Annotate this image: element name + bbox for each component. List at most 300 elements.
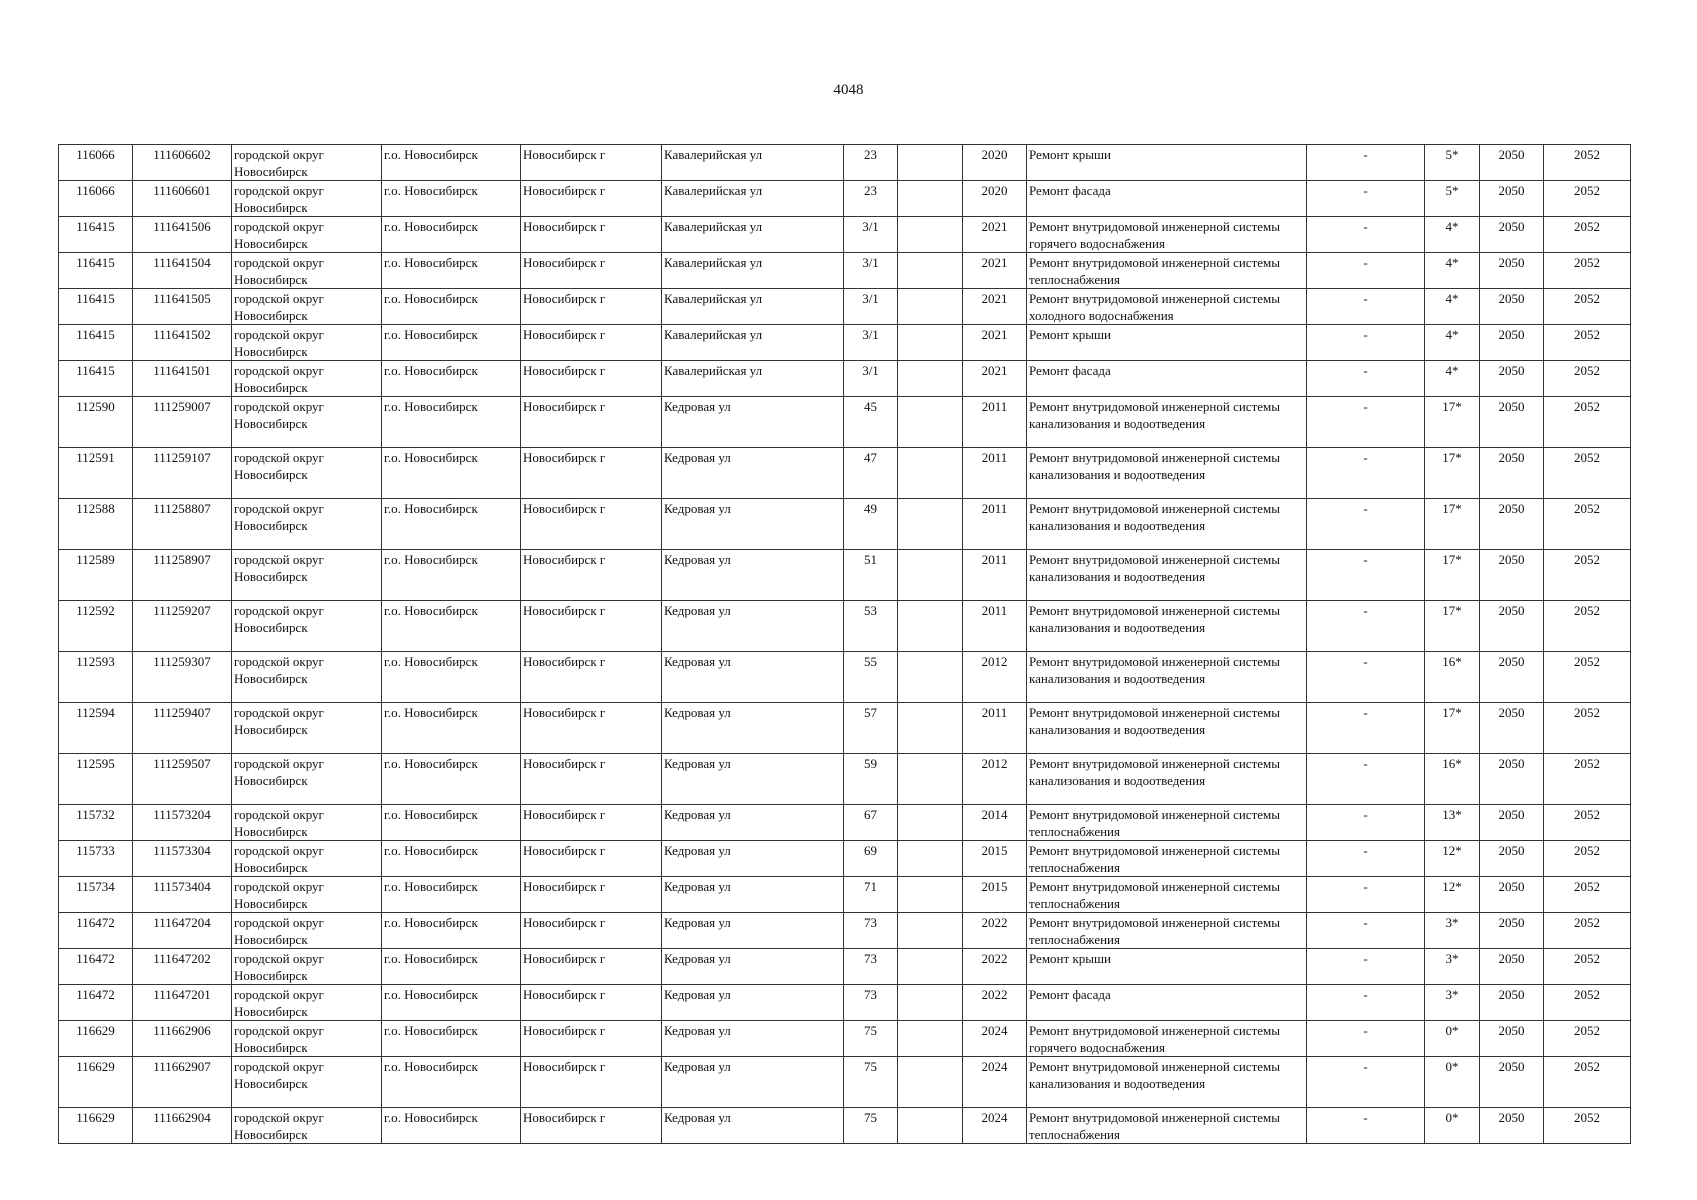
cell-building	[898, 448, 963, 499]
cell-street: Кавалерийская ул	[662, 181, 844, 217]
cell-settlement: Новосибирск г	[521, 145, 662, 181]
cell-municipality: городской округ Новосибирск	[232, 913, 382, 949]
cell-house-number: 67	[844, 805, 898, 841]
cell-start-year: 2050	[1480, 913, 1544, 949]
cell-dash: -	[1307, 805, 1425, 841]
cell-start-year: 2050	[1480, 754, 1544, 805]
cell-house-number: 59	[844, 754, 898, 805]
cell-street: Кедровая ул	[662, 1108, 844, 1144]
cell-work-code: 111647204	[133, 913, 232, 949]
cell-house-number: 3/1	[844, 325, 898, 361]
cell-settlement: Новосибирск г	[521, 181, 662, 217]
cell-house-id: 116415	[59, 253, 133, 289]
cell-settlement: Новосибирск г	[521, 805, 662, 841]
page-number: 4048	[833, 82, 864, 98]
cell-district: г.о. Новосибирск	[382, 985, 521, 1021]
cell-municipality: городской округ Новосибирск	[232, 1021, 382, 1057]
table-row	[59, 877, 1631, 913]
cell-building	[898, 1021, 963, 1057]
cell-work-code: 111258907	[133, 550, 232, 601]
cell-settlement: Новосибирск г	[521, 841, 662, 877]
cell-dash: -	[1307, 181, 1425, 217]
cell-house-number: 73	[844, 949, 898, 985]
cell-work-code: 111647202	[133, 949, 232, 985]
cell-building	[898, 361, 963, 397]
cell-year: 2020	[963, 181, 1027, 217]
cell-municipality: городской округ Новосибирск	[232, 841, 382, 877]
cell-house-id: 115733	[59, 841, 133, 877]
table-row	[59, 805, 1631, 841]
cell-settlement: Новосибирск г	[521, 754, 662, 805]
cell-dash: -	[1307, 1108, 1425, 1144]
cell-district: г.о. Новосибирск	[382, 448, 521, 499]
cell-municipality: городской округ Новосибирск	[232, 1057, 382, 1108]
cell-work-type: Ремонт крыши	[1027, 325, 1307, 361]
cell-years: 17*	[1425, 499, 1480, 550]
cell-years: 13*	[1425, 805, 1480, 841]
cell-work-type: Ремонт внутридомовой инженерной системы холодного водоснабжения	[1027, 289, 1307, 325]
cell-work-type: Ремонт внутридомовой инженерной системы теплоснабжения	[1027, 877, 1307, 913]
cell-house-id: 112588	[59, 499, 133, 550]
table-row	[59, 949, 1631, 985]
cell-years: 17*	[1425, 397, 1480, 448]
cell-house-number: 23	[844, 145, 898, 181]
cell-end-year: 2052	[1544, 754, 1631, 805]
cell-house-number: 69	[844, 841, 898, 877]
cell-years: 3*	[1425, 949, 1480, 985]
cell-settlement: Новосибирск г	[521, 325, 662, 361]
cell-municipality: городской округ Новосибирск	[232, 877, 382, 913]
cell-year: 2022	[963, 913, 1027, 949]
cell-end-year: 2052	[1544, 1021, 1631, 1057]
cell-work-code: 111641505	[133, 289, 232, 325]
cell-district: г.о. Новосибирск	[382, 397, 521, 448]
cell-house-number: 53	[844, 601, 898, 652]
cell-municipality: городской округ Новосибирск	[232, 1108, 382, 1144]
cell-district: г.о. Новосибирск	[382, 253, 521, 289]
cell-start-year: 2050	[1480, 253, 1544, 289]
cell-house-number: 45	[844, 397, 898, 448]
cell-building	[898, 145, 963, 181]
cell-years: 4*	[1425, 253, 1480, 289]
cell-dash: -	[1307, 754, 1425, 805]
cell-start-year: 2050	[1480, 877, 1544, 913]
cell-street: Кедровая ул	[662, 550, 844, 601]
cell-district: г.о. Новосибирск	[382, 877, 521, 913]
cell-municipality: городской округ Новосибирск	[232, 325, 382, 361]
cell-work-type: Ремонт внутридомовой инженерной системы канализования и водоотведения	[1027, 1057, 1307, 1108]
cell-building	[898, 985, 963, 1021]
cell-year: 2024	[963, 1108, 1027, 1144]
table-row	[59, 325, 1631, 361]
cell-end-year: 2052	[1544, 499, 1631, 550]
cell-district: г.о. Новосибирск	[382, 1021, 521, 1057]
cell-year: 2011	[963, 448, 1027, 499]
cell-year: 2021	[963, 253, 1027, 289]
cell-municipality: городской округ Новосибирск	[232, 985, 382, 1021]
cell-house-id: 116472	[59, 949, 133, 985]
cell-settlement: Новосибирск г	[521, 499, 662, 550]
cell-work-type: Ремонт крыши	[1027, 145, 1307, 181]
cell-work-code: 111259207	[133, 601, 232, 652]
cell-year: 2014	[963, 805, 1027, 841]
cell-municipality: городской округ Новосибирск	[232, 181, 382, 217]
cell-year: 2020	[963, 145, 1027, 181]
cell-settlement: Новосибирск г	[521, 601, 662, 652]
cell-dash: -	[1307, 217, 1425, 253]
cell-district: г.о. Новосибирск	[382, 913, 521, 949]
table-row	[59, 1021, 1631, 1057]
cell-years: 16*	[1425, 754, 1480, 805]
cell-street: Кавалерийская ул	[662, 289, 844, 325]
cell-building	[898, 754, 963, 805]
cell-work-code: 111662907	[133, 1057, 232, 1108]
cell-year: 2022	[963, 949, 1027, 985]
cell-work-code: 111573404	[133, 877, 232, 913]
cell-municipality: городской округ Новосибирск	[232, 703, 382, 754]
cell-years: 5*	[1425, 145, 1480, 181]
cell-years: 4*	[1425, 217, 1480, 253]
cell-settlement: Новосибирск г	[521, 448, 662, 499]
cell-house-id: 112595	[59, 754, 133, 805]
cell-street: Кедровая ул	[662, 913, 844, 949]
cell-building	[898, 949, 963, 985]
cell-house-id: 112590	[59, 397, 133, 448]
cell-house-id: 112592	[59, 601, 133, 652]
cell-house-id: 116472	[59, 985, 133, 1021]
cell-street: Кедровая ул	[662, 499, 844, 550]
cell-end-year: 2052	[1544, 985, 1631, 1021]
cell-municipality: городской округ Новосибирск	[232, 289, 382, 325]
cell-house-number: 3/1	[844, 217, 898, 253]
cell-end-year: 2052	[1544, 949, 1631, 985]
cell-street: Кедровая ул	[662, 841, 844, 877]
cell-house-id: 116415	[59, 325, 133, 361]
cell-year: 2024	[963, 1057, 1027, 1108]
cell-house-id: 115734	[59, 877, 133, 913]
cell-year: 2021	[963, 289, 1027, 325]
cell-district: г.о. Новосибирск	[382, 1108, 521, 1144]
table-row	[59, 448, 1631, 499]
cell-municipality: городской округ Новосибирск	[232, 361, 382, 397]
cell-end-year: 2052	[1544, 877, 1631, 913]
cell-municipality: городской округ Новосибирск	[232, 253, 382, 289]
cell-dash: -	[1307, 1021, 1425, 1057]
table-row	[59, 985, 1631, 1021]
cell-start-year: 2050	[1480, 499, 1544, 550]
cell-dash: -	[1307, 877, 1425, 913]
cell-dash: -	[1307, 253, 1425, 289]
cell-work-code: 111258807	[133, 499, 232, 550]
cell-settlement: Новосибирск г	[521, 1108, 662, 1144]
cell-dash: -	[1307, 499, 1425, 550]
table-row	[59, 841, 1631, 877]
cell-building	[898, 253, 963, 289]
cell-work-type: Ремонт внутридомовой инженерной системы канализования и водоотведения	[1027, 550, 1307, 601]
cell-house-id: 112591	[59, 448, 133, 499]
cell-end-year: 2052	[1544, 913, 1631, 949]
cell-work-code: 111641504	[133, 253, 232, 289]
cell-house-number: 3/1	[844, 289, 898, 325]
table-row	[59, 499, 1631, 550]
cell-work-type: Ремонт фасада	[1027, 181, 1307, 217]
cell-work-type: Ремонт внутридомовой инженерной системы канализования и водоотведения	[1027, 397, 1307, 448]
cell-district: г.о. Новосибирск	[382, 181, 521, 217]
cell-street: Кедровая ул	[662, 1057, 844, 1108]
cell-building	[898, 877, 963, 913]
table-row	[59, 754, 1631, 805]
cell-house-number: 75	[844, 1057, 898, 1108]
cell-house-id: 116415	[59, 361, 133, 397]
cell-work-code: 111259407	[133, 703, 232, 754]
cell-dash: -	[1307, 703, 1425, 754]
cell-year: 2015	[963, 877, 1027, 913]
cell-street: Кедровая ул	[662, 397, 844, 448]
cell-house-id: 116629	[59, 1057, 133, 1108]
cell-end-year: 2052	[1544, 145, 1631, 181]
cell-municipality: городской округ Новосибирск	[232, 652, 382, 703]
cell-house-number: 73	[844, 913, 898, 949]
table-row	[59, 1108, 1631, 1144]
cell-street: Кавалерийская ул	[662, 361, 844, 397]
cell-municipality: городской округ Новосибирск	[232, 754, 382, 805]
cell-settlement: Новосибирск г	[521, 361, 662, 397]
cell-work-type: Ремонт внутридомовой инженерной системы теплоснабжения	[1027, 841, 1307, 877]
cell-house-id: 116415	[59, 289, 133, 325]
cell-work-type: Ремонт внутридомовой инженерной системы теплоснабжения	[1027, 805, 1307, 841]
table-row	[59, 253, 1631, 289]
cell-end-year: 2052	[1544, 805, 1631, 841]
cell-street: Кавалерийская ул	[662, 325, 844, 361]
cell-house-id: 116415	[59, 217, 133, 253]
cell-year: 2011	[963, 499, 1027, 550]
cell-street: Кедровая ул	[662, 652, 844, 703]
cell-street: Кавалерийская ул	[662, 217, 844, 253]
cell-street: Кедровая ул	[662, 1021, 844, 1057]
cell-municipality: городской округ Новосибирск	[232, 601, 382, 652]
cell-start-year: 2050	[1480, 841, 1544, 877]
cell-years: 0*	[1425, 1108, 1480, 1144]
cell-house-number: 71	[844, 877, 898, 913]
cell-start-year: 2050	[1480, 397, 1544, 448]
cell-building	[898, 397, 963, 448]
table-row	[59, 361, 1631, 397]
cell-house-number: 55	[844, 652, 898, 703]
cell-street: Кедровая ул	[662, 949, 844, 985]
cell-work-code: 111641501	[133, 361, 232, 397]
cell-street: Кедровая ул	[662, 754, 844, 805]
cell-dash: -	[1307, 448, 1425, 499]
cell-municipality: городской округ Новосибирск	[232, 805, 382, 841]
cell-dash: -	[1307, 361, 1425, 397]
cell-work-type: Ремонт внутридомовой инженерной системы канализования и водоотведения	[1027, 448, 1307, 499]
cell-dash: -	[1307, 145, 1425, 181]
cell-year: 2024	[963, 1021, 1027, 1057]
cell-work-type: Ремонт внутридомовой инженерной системы теплоснабжения	[1027, 1108, 1307, 1144]
cell-year: 2015	[963, 841, 1027, 877]
cell-work-type: Ремонт крыши	[1027, 949, 1307, 985]
cell-years: 17*	[1425, 703, 1480, 754]
cell-start-year: 2050	[1480, 949, 1544, 985]
cell-district: г.о. Новосибирск	[382, 325, 521, 361]
cell-years: 12*	[1425, 877, 1480, 913]
cell-work-type: Ремонт внутридомовой инженерной системы канализования и водоотведения	[1027, 499, 1307, 550]
cell-district: г.о. Новосибирск	[382, 805, 521, 841]
cell-start-year: 2050	[1480, 181, 1544, 217]
cell-end-year: 2052	[1544, 397, 1631, 448]
cell-dash: -	[1307, 1057, 1425, 1108]
cell-end-year: 2052	[1544, 841, 1631, 877]
cell-work-type: Ремонт внутридомовой инженерной системы канализования и водоотведения	[1027, 652, 1307, 703]
cell-work-code: 111259307	[133, 652, 232, 703]
registry-table	[58, 144, 1631, 1144]
cell-years: 4*	[1425, 325, 1480, 361]
cell-house-number: 73	[844, 985, 898, 1021]
cell-street: Кедровая ул	[662, 877, 844, 913]
cell-end-year: 2052	[1544, 601, 1631, 652]
table-row	[59, 289, 1631, 325]
cell-start-year: 2050	[1480, 652, 1544, 703]
cell-start-year: 2050	[1480, 145, 1544, 181]
cell-work-type: Ремонт внутридомовой инженерной системы теплоснабжения	[1027, 913, 1307, 949]
cell-year: 2011	[963, 601, 1027, 652]
cell-start-year: 2050	[1480, 805, 1544, 841]
cell-district: г.о. Новосибирск	[382, 1057, 521, 1108]
cell-house-id: 112593	[59, 652, 133, 703]
cell-building	[898, 1108, 963, 1144]
cell-street: Кедровая ул	[662, 805, 844, 841]
cell-house-id: 116629	[59, 1021, 133, 1057]
cell-dash: -	[1307, 841, 1425, 877]
cell-settlement: Новосибирск г	[521, 289, 662, 325]
cell-district: г.о. Новосибирск	[382, 841, 521, 877]
cell-year: 2021	[963, 325, 1027, 361]
cell-district: г.о. Новосибирск	[382, 499, 521, 550]
cell-start-year: 2050	[1480, 1021, 1544, 1057]
table-row	[59, 652, 1631, 703]
cell-municipality: городской округ Новосибирск	[232, 949, 382, 985]
cell-house-id: 116472	[59, 913, 133, 949]
cell-district: г.о. Новосибирск	[382, 289, 521, 325]
cell-house-number: 57	[844, 703, 898, 754]
cell-end-year: 2052	[1544, 1057, 1631, 1108]
cell-settlement: Новосибирск г	[521, 253, 662, 289]
cell-building	[898, 841, 963, 877]
cell-house-id: 116629	[59, 1108, 133, 1144]
cell-district: г.о. Новосибирск	[382, 361, 521, 397]
cell-end-year: 2052	[1544, 361, 1631, 397]
table-row	[59, 550, 1631, 601]
cell-work-code: 111259107	[133, 448, 232, 499]
table-row	[59, 703, 1631, 754]
cell-street: Кедровая ул	[662, 448, 844, 499]
registry-table-body	[59, 145, 1631, 1144]
cell-street: Кедровая ул	[662, 703, 844, 754]
cell-year: 2012	[963, 652, 1027, 703]
cell-end-year: 2052	[1544, 253, 1631, 289]
cell-settlement: Новосибирск г	[521, 877, 662, 913]
cell-start-year: 2050	[1480, 601, 1544, 652]
cell-years: 4*	[1425, 289, 1480, 325]
cell-work-type: Ремонт внутридомовой инженерной системы горячего водоснабжения	[1027, 1021, 1307, 1057]
cell-work-type: Ремонт фасада	[1027, 985, 1307, 1021]
cell-house-number: 47	[844, 448, 898, 499]
cell-house-number: 75	[844, 1021, 898, 1057]
cell-end-year: 2052	[1544, 181, 1631, 217]
cell-house-id: 115732	[59, 805, 133, 841]
cell-municipality: городской округ Новосибирск	[232, 397, 382, 448]
cell-years: 0*	[1425, 1057, 1480, 1108]
cell-work-type: Ремонт внутридомовой инженерной системы канализования и водоотведения	[1027, 601, 1307, 652]
cell-building	[898, 703, 963, 754]
cell-settlement: Новосибирск г	[521, 1021, 662, 1057]
cell-work-code: 111641506	[133, 217, 232, 253]
cell-year: 2021	[963, 361, 1027, 397]
cell-building	[898, 550, 963, 601]
cell-district: г.о. Новосибирск	[382, 601, 521, 652]
cell-start-year: 2050	[1480, 550, 1544, 601]
cell-house-number: 75	[844, 1108, 898, 1144]
cell-year: 2022	[963, 985, 1027, 1021]
cell-building	[898, 913, 963, 949]
cell-dash: -	[1307, 985, 1425, 1021]
cell-dash: -	[1307, 913, 1425, 949]
cell-street: Кедровая ул	[662, 601, 844, 652]
cell-years: 0*	[1425, 1021, 1480, 1057]
cell-years: 12*	[1425, 841, 1480, 877]
cell-municipality: городской округ Новосибирск	[232, 145, 382, 181]
cell-work-type: Ремонт внутридомовой инженерной системы канализования и водоотведения	[1027, 703, 1307, 754]
cell-work-code: 111641502	[133, 325, 232, 361]
cell-building	[898, 601, 963, 652]
cell-district: г.о. Новосибирск	[382, 217, 521, 253]
cell-end-year: 2052	[1544, 448, 1631, 499]
cell-work-code: 111662904	[133, 1108, 232, 1144]
cell-year: 2012	[963, 754, 1027, 805]
table-row	[59, 397, 1631, 448]
cell-years: 3*	[1425, 985, 1480, 1021]
cell-street: Кедровая ул	[662, 985, 844, 1021]
cell-year: 2011	[963, 550, 1027, 601]
cell-settlement: Новосибирск г	[521, 652, 662, 703]
table-row	[59, 1057, 1631, 1108]
cell-settlement: Новосибирск г	[521, 703, 662, 754]
cell-years: 17*	[1425, 448, 1480, 499]
cell-municipality: городской округ Новосибирск	[232, 550, 382, 601]
table-row	[59, 181, 1631, 217]
cell-building	[898, 289, 963, 325]
cell-end-year: 2052	[1544, 217, 1631, 253]
cell-start-year: 2050	[1480, 217, 1544, 253]
cell-settlement: Новосибирск г	[521, 985, 662, 1021]
cell-years: 17*	[1425, 601, 1480, 652]
cell-settlement: Новосибирск г	[521, 217, 662, 253]
cell-work-type: Ремонт внутридомовой инженерной системы теплоснабжения	[1027, 253, 1307, 289]
cell-years: 17*	[1425, 550, 1480, 601]
cell-dash: -	[1307, 325, 1425, 361]
table-row	[59, 217, 1631, 253]
cell-street: Кавалерийская ул	[662, 145, 844, 181]
cell-building	[898, 1057, 963, 1108]
cell-start-year: 2050	[1480, 448, 1544, 499]
cell-year: 2021	[963, 217, 1027, 253]
cell-work-code: 111259007	[133, 397, 232, 448]
cell-start-year: 2050	[1480, 703, 1544, 754]
cell-end-year: 2052	[1544, 703, 1631, 754]
cell-settlement: Новосибирск г	[521, 1057, 662, 1108]
cell-work-code: 111647201	[133, 985, 232, 1021]
cell-start-year: 2050	[1480, 289, 1544, 325]
